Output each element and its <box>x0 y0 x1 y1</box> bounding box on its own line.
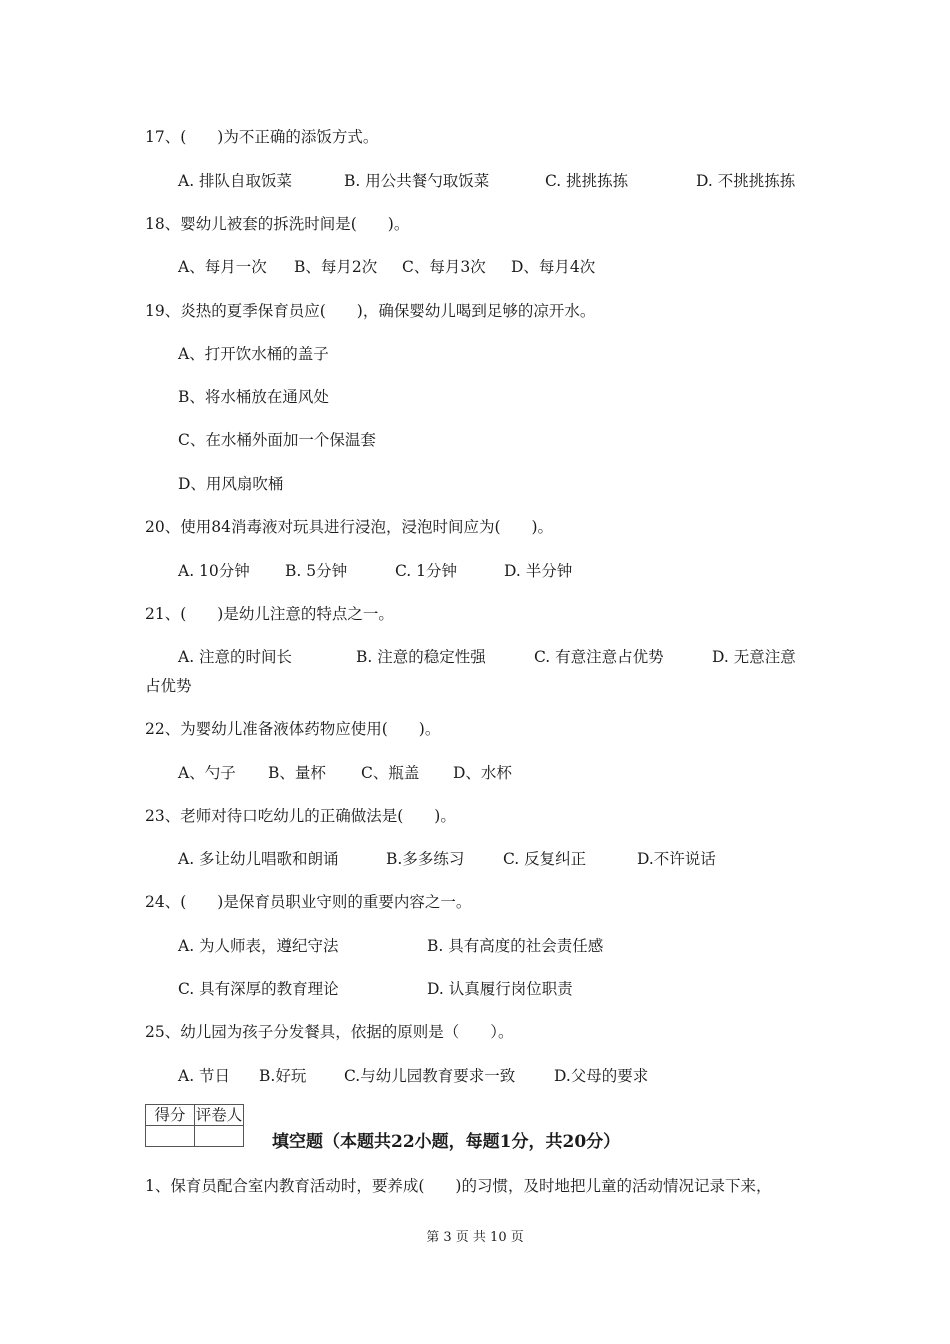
option-25-a: A. 节日 <box>178 1067 231 1085</box>
option-20-d: D. 半分钟 <box>504 562 573 580</box>
section-title: 填空题（本题共22小题，每题1分，共20分） <box>272 1132 621 1152</box>
option-23-d: D.不许说话 <box>637 850 716 868</box>
question-21: 21、( )是幼儿注意的特点之一。 <box>145 605 394 623</box>
option-24-d: D. 认真履行岗位职责 <box>427 980 573 998</box>
options-24-row1 <box>178 936 828 956</box>
options-22 <box>178 763 828 783</box>
option-21-d-continuation: 占优势 <box>145 677 192 695</box>
question-19: 19、炎热的夏季保育员应( )，确保婴幼儿喝到足够的凉开水。 <box>145 302 596 320</box>
option-20-a: A. 10分钟 <box>178 562 250 580</box>
option-21-c: C. 有意注意占优势 <box>534 648 664 666</box>
question-24: 24、( )是保育员职业守则的重要内容之一。 <box>145 893 472 911</box>
option-20-b: B. 5分钟 <box>285 562 348 580</box>
option-25-d: D.父母的要求 <box>554 1067 649 1085</box>
option-24-c: C. 具有深厚的教育理论 <box>178 980 339 998</box>
option-22-a: A、勺子 <box>178 764 236 782</box>
option-21-d: D. 无意注意 <box>712 648 796 666</box>
option-18-a: A、每月一次 <box>178 258 267 276</box>
option-17-d: D. 不挑挑拣拣 <box>696 172 796 190</box>
option-22-c: C、瓶盖 <box>361 764 420 782</box>
options-24-row2 <box>178 979 828 999</box>
option-18-b: B、每月2次 <box>294 258 378 276</box>
option-20-c: C. 1分钟 <box>395 562 458 580</box>
option-18-c: C、每月3次 <box>402 258 486 276</box>
option-25-c: C.与幼儿园教育要求一致 <box>344 1067 516 1085</box>
options-25 <box>178 1066 828 1086</box>
question-23: 23、老师对待口吃幼儿的正确做法是( )。 <box>145 807 456 825</box>
options-20 <box>178 561 828 581</box>
option-23-b: B.多多练习 <box>386 850 465 868</box>
option-19-a: A、打开饮水桶的盖子 <box>178 345 329 363</box>
option-19-b: B、将水桶放在通风处 <box>178 388 329 406</box>
question-18: 18、婴幼儿被套的拆洗时间是( )。 <box>145 215 410 233</box>
page-footer: 第 3 页 共 10 页 <box>426 1230 524 1245</box>
score-box <box>145 1104 244 1147</box>
option-24-b: B. 具有高度的社会责任感 <box>427 937 604 955</box>
question-22: 22、为婴幼儿准备液体药物应使用( )。 <box>145 720 441 738</box>
question-20: 20、使用84消毒液对玩具进行浸泡，浸泡时间应为( )。 <box>145 518 554 536</box>
option-18-d: D、每月4次 <box>511 258 596 276</box>
fill-question-1: 1、保育员配合室内教育活动时，要养成( )的习惯，及时地把儿童的活动情况记录下来， <box>145 1177 772 1195</box>
option-17-b: B. 用公共餐勺取饭菜 <box>344 172 490 190</box>
question-17: 17、( )为不正确的添饭方式。 <box>145 128 379 146</box>
option-17-c: C. 挑挑拣拣 <box>545 172 629 190</box>
option-23-c: C. 反复纠正 <box>503 850 587 868</box>
options-21 <box>178 647 828 667</box>
option-22-d: D、水杯 <box>453 764 512 782</box>
grader-cell <box>195 1126 244 1147</box>
option-21-a: A. 注意的时间长 <box>178 648 293 666</box>
options-17 <box>178 171 828 191</box>
option-21-b: B. 注意的稳定性强 <box>356 648 486 666</box>
option-25-b: B.好玩 <box>259 1067 307 1085</box>
option-23-a: A. 多让幼儿唱歌和朗诵 <box>178 850 339 868</box>
grader-label: 评卷人 <box>195 1106 243 1124</box>
score-label: 得分 <box>146 1105 195 1126</box>
option-17-a: A. 排队自取饭菜 <box>178 172 293 190</box>
options-23 <box>178 849 828 869</box>
option-19-c: C、在水桶外面加一个保温套 <box>178 431 376 449</box>
option-19-d: D、用风扇吹桶 <box>178 475 284 493</box>
option-22-b: B、量杯 <box>268 764 326 782</box>
score-cell <box>146 1126 195 1147</box>
question-25: 25、幼儿园为孩子分发餐具，依据的原则是（ ）。 <box>145 1023 514 1041</box>
options-18 <box>178 257 828 277</box>
option-24-a: A. 为人师表，遵纪守法 <box>178 937 339 955</box>
